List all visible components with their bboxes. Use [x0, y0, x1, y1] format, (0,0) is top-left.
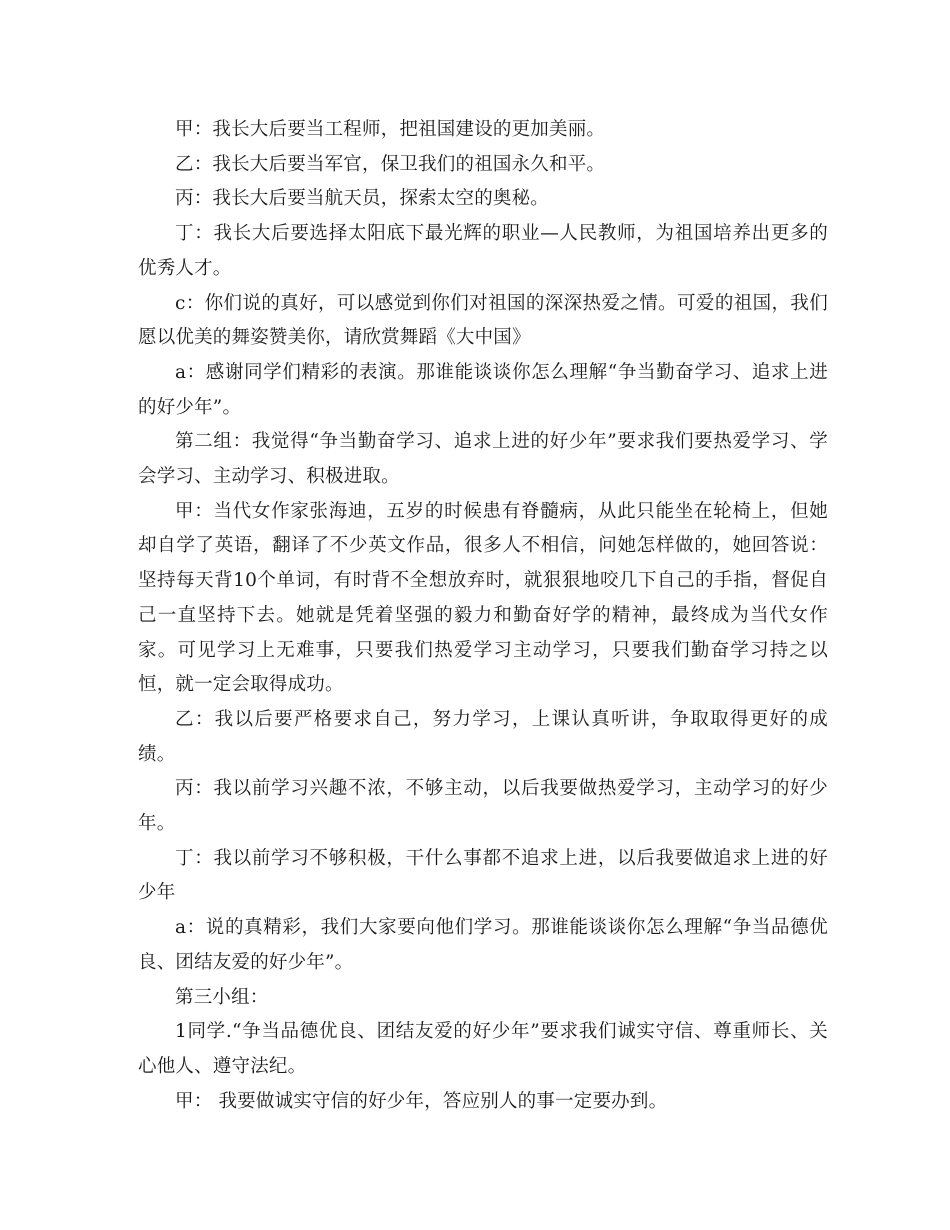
- paragraph: a：说的真精彩，我们大家要向他们学习。那谁能谈谈你怎么理解“争当品德优良、团结友爱的好少年”。: [138, 917, 828, 973]
- paragraph: 甲： 我要做诚实守信的好少年，答应别人的事一定要办到。: [175, 1090, 668, 1112]
- paragraph: 1同学.“争当品德优良、团结友爱的好少年”要求我们诚实守信、尊重师长、关心他人、遵守法纪。: [138, 1021, 828, 1077]
- paragraph: 甲：我长大后要当工程师，把祖国建设的更加美丽。: [175, 119, 606, 140]
- paragraph: 甲：当代女作家张海迪，五岁的时候患有脊髓病，从此只能坐在轮椅上，但她却自学了英语，翻译了不少英文作品，很多人不相信，问她怎样做的，她回答说：坚持每天背10个单词，有时背不全想放弃时，就狠狠地咬几下自己的手指，督促自己一直坚持下去。她就是凭着坚强的毅力和勤奋好学的精神，最终成为当代女作家。可见学习上无难事，只要我们热爱学习主动学习，只要我们勤奋学习持之以恒，就一定会取得成功。: [138, 500, 828, 696]
- paragraph: 丁：我以前学习不够积极，干什么事都不追求上进，以后我要做追求上进的好少年: [138, 847, 828, 904]
- paragraph: 丙：我长大后要当航天员，探索太空的奥秘。: [175, 188, 550, 210]
- paragraph: 乙：我以后要严格要求自己，努力学习，上课认真听讲，争取取得更好的成绩。: [138, 708, 828, 765]
- paragraph: 第三小组：: [175, 986, 269, 1008]
- paragraph: 乙：我长大后要当军官，保卫我们的祖国永久和平。: [175, 153, 606, 175]
- paragraph: 丙：我以前学习兴趣不浓，不够主动，以后我要做热爱学习，主动学习的好少年。: [138, 778, 828, 835]
- paragraph: c：你们说的真好，可以感觉到你们对祖国的深深热爱之情。可爱的祖国，我们愿以优美的舞姿赞美你，请欣赏舞蹈《大中国》: [138, 292, 828, 349]
- paragraph: a：感谢同学们精彩的表演。那谁能谈谈你怎么理解“争当勤奋学习、追求上进的好少年”。: [138, 361, 828, 418]
- paragraph: 丁：我长大后要选择太阳底下最光辉的职业—人民教师，为祖国培养出更多的优秀人才。: [138, 223, 828, 279]
- paragraph: 第二组：我觉得“争当勤奋学习、追求上进的好少年”要求我们要热爱学习、学会学习、主动学习、积极进取。: [138, 431, 828, 488]
- document-body: [138, 113, 828, 1119]
